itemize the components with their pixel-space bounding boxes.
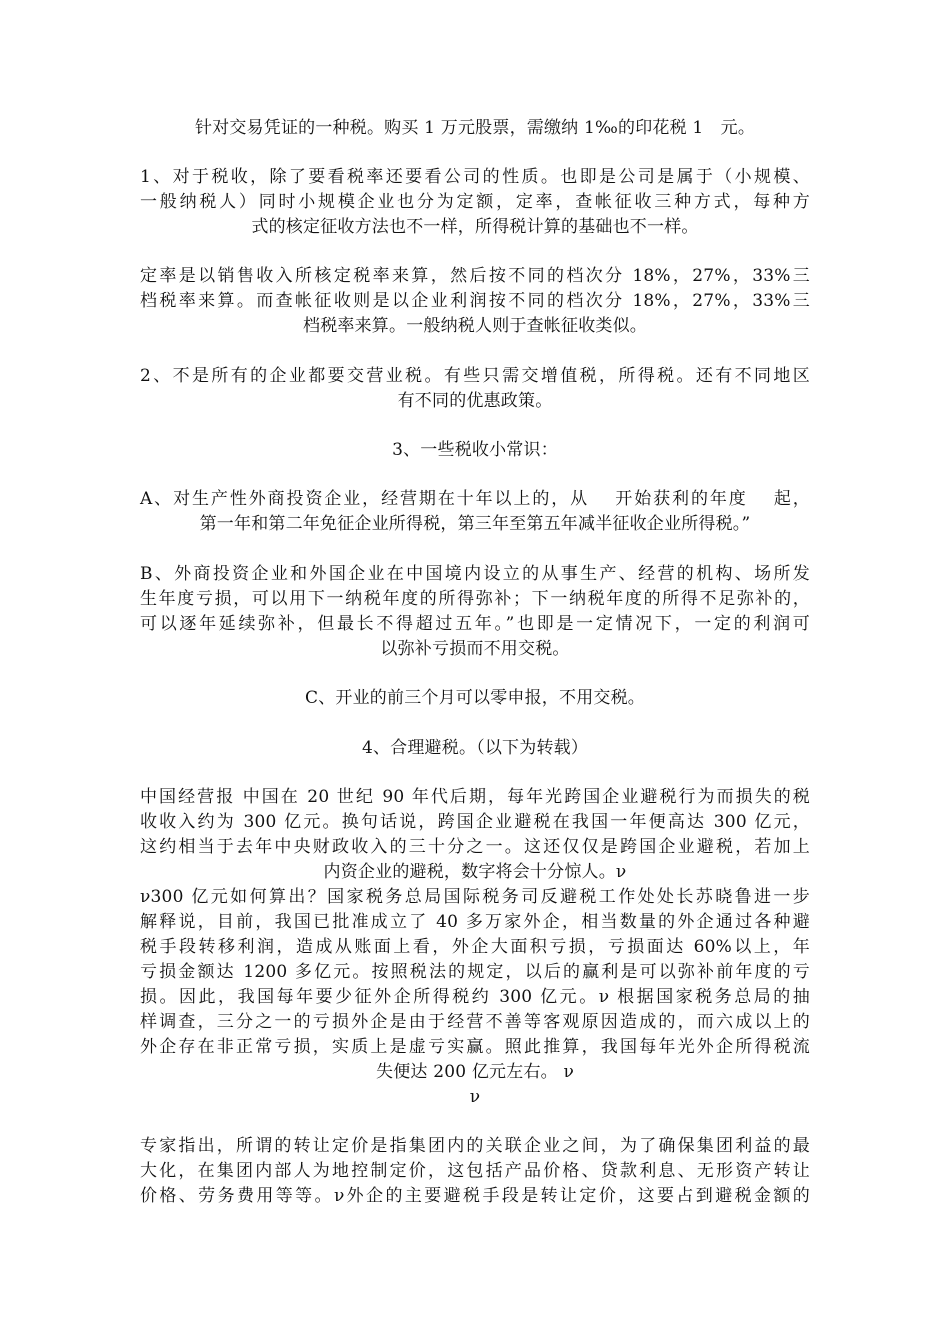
text-line: 一般纳税人）同时小规模企业也分为定额，定率，查帐征收三种方式，每种方 [140, 192, 810, 212]
text-line: 2、不是所有的企业都要交营业税。有些只需交增值税，所得税。还有不同地区 [140, 366, 810, 386]
text-line: 内资企业的避税，数字将会十分惊人。ν [323, 862, 627, 882]
text-line: 有不同的优惠政策。 [397, 391, 553, 411]
text-line: 生年度亏损，可以用下一纳税年度的所得弥补；下一纳税年度的所得不足弥补的， [140, 589, 810, 609]
text-line: A、对生产性外商投资企业，经营期在十年以上的，从 开始获利的年度 起， [140, 489, 810, 509]
text-line: C、开业的前三个月可以零申报，不用交税。 [304, 688, 645, 708]
text-line: 价格、劳务费用等等。ν外企的主要避税手段是转让定价，这要占到避税金额的 [140, 1186, 810, 1206]
text-line: 中国经营报 中国在 20 世纪 90 年代后期，每年光跨国企业避税行为而损失的税 [140, 787, 810, 807]
text-line: 1、对于税收，除了要看税率还要看公司的性质。也即是公司是属于（小规模、 [140, 167, 810, 187]
text-line: ν [469, 1087, 481, 1107]
text-line: 专家指出，所谓的转让定价是指集团内的关联企业之间，为了确保集团利益的最 [140, 1136, 810, 1156]
text-line: 亏损金额达 1200 多亿元。按照税法的规定，以后的赢利是可以弥补前年度的亏 [140, 962, 810, 982]
text-line: 失便达 200 亿元左右。 ν [376, 1062, 574, 1082]
text-line: 这约相当于去年中央财政收入的三十分之一。这还仅仅是跨国企业避税，若加上 [140, 837, 810, 857]
text-line: 大化，在集团内部人为地控制定价，这包括产品价格、贷款利息、无形资产转让 [140, 1161, 810, 1181]
text-line: 税手段转移利润，造成从账面上看，外企大面积亏损，亏损面达 60%以上，年 [140, 937, 810, 957]
text-line: 外企存在非正常亏损，实质上是虚亏实赢。照此推算，我国每年光外企所得税流 [140, 1037, 810, 1057]
text-line: 以弥补亏损而不用交税。 [380, 639, 570, 659]
text-line: 解释说，目前，我国已批准成立了 40 多万家外企，相当数量的外企通过各种避 [140, 912, 810, 932]
text-line: 损。因此，我国每年要少征外企所得税约 300 亿元。ν 根据国家税务总局的抽 [140, 987, 810, 1007]
text-line: 档税率来算。而查帐征收则是以企业利润按不同的档次分 18%，27%，33%三 [140, 291, 810, 311]
text-line: 样调查，三分之一的亏损外企是由于经营不善等客观原因造成的，而六成以上的 [140, 1012, 810, 1032]
text-line: ν300 亿元如何算出？国家税务总局国际税务司反避税工作处处长苏晓鲁进一步 [140, 887, 810, 907]
text-line: 收收入约为 300 亿元。换句话说，跨国企业避税在我国一年便高达 300 亿元， [140, 812, 810, 832]
section-heading: 4、合理避税。（以下为转载） [361, 738, 589, 758]
text-line: 针对交易凭证的一种税。购买 1 万元股票，需缴纳 1‰的印花税 1 元。 [194, 118, 756, 138]
text-line: 档税率来算。一般纳税人则于查帐征收类似。 [303, 316, 647, 336]
text-line: 式的核定征收方法也不一样，所得税计算的基础也不一样。 [251, 217, 699, 237]
text-line: 可以逐年延续弥补，但最长不得超过五年。”也即是一定情况下，一定的利润可 [140, 614, 810, 634]
text-line: 定率是以销售收入所核定税率来算，然后按不同的档次分 18%，27%，33%三 [140, 266, 810, 286]
text-line: 第一年和第二年免征企业所得税，第三年至第五年减半征收企业所得税。” [199, 514, 751, 534]
section-heading: 3、一些税收小常识： [392, 440, 558, 460]
text-line: B、外商投资企业和外国企业在中国境内设立的从事生产、经营的机构、场所发 [140, 564, 810, 584]
